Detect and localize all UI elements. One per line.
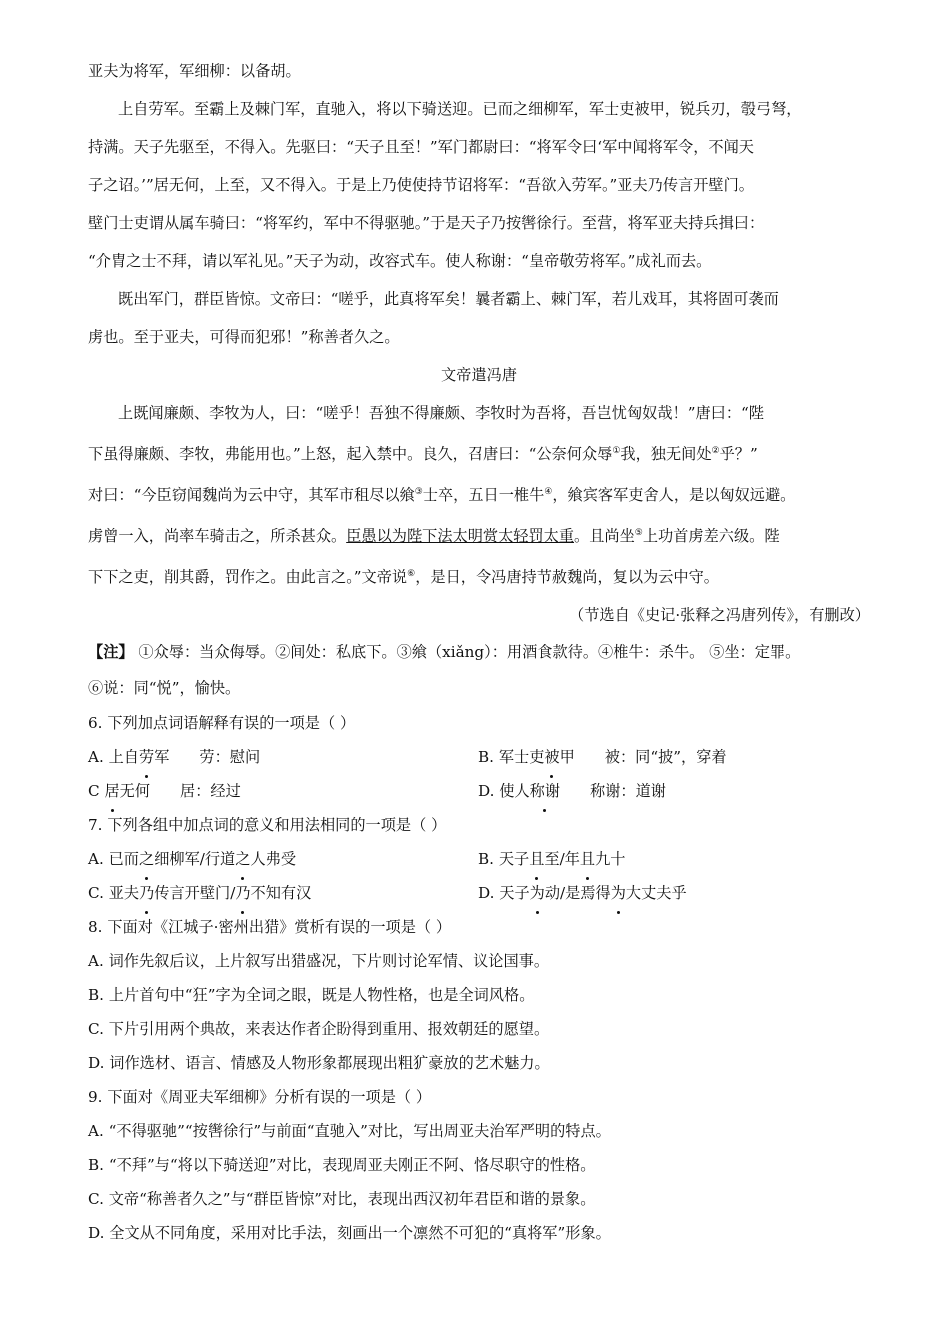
passage1-line-3: 持满。天子先驱至，不得入。先驱曰：“天子且至！”军门都尉曰：“将军令曰‘军中闻将军令，不闻天 bbox=[88, 138, 754, 156]
q7-option-d[interactable] bbox=[478, 876, 868, 910]
option-text: B. 天子 bbox=[478, 850, 530, 869]
option-text: 人弗受 bbox=[250, 850, 296, 869]
text-segment: 士卒，五日一椎牛 bbox=[422, 486, 545, 505]
option-explanation: 被：同“披”，穿着 bbox=[604, 748, 727, 767]
notes-line-2: ⑥说：同“悦”，愉快。 bbox=[88, 679, 241, 698]
question-9-stem: 9. 下面对《周亚夫军细柳》分析有误的一项是（ ） bbox=[88, 1088, 432, 1107]
dotted-word: 为 bbox=[611, 876, 626, 910]
q9-option-c[interactable]: C. 文帝“称善者久之”与“群臣皆惊”对比，表现出西汉初年君臣和谐的景象。 bbox=[88, 1190, 596, 1209]
passage2-line-2 bbox=[88, 432, 870, 473]
q6-option-a[interactable] bbox=[88, 740, 478, 774]
q7-option-a[interactable] bbox=[88, 842, 478, 876]
passage1-line-4: 子之诏。’”居无何，上至，又不得入。于是上乃使使持节诏将军：“吾欲入劳军。”亚夫乃传言开壁门。 bbox=[88, 176, 754, 194]
option-text: 传言开壁门/ bbox=[154, 884, 236, 903]
text-segment: 我，独无间处 bbox=[620, 445, 712, 464]
option-text: C bbox=[88, 782, 105, 801]
option-explanation: 劳：慰问 bbox=[199, 748, 261, 767]
text-segment: ，飨宾客军吏舍人，是以匈奴远避。 bbox=[552, 486, 796, 505]
footnote-marker: ① bbox=[612, 446, 621, 456]
q9-option-d[interactable]: D. 全文从不同角度，采用对比手法，刻画出一个凛然不可犯的“真将军”形象。 bbox=[88, 1224, 611, 1243]
dotted-word: 且 bbox=[529, 842, 544, 876]
passage1-line-8: 虏也。至于亚夫，可得而犯邪！”称善者久之。 bbox=[88, 328, 400, 346]
passage1-line-1: 亚夫为将军，军细柳：以备胡。 bbox=[88, 62, 301, 80]
dotted-word: 之 bbox=[235, 842, 250, 876]
footnote-marker: ⑥ bbox=[407, 569, 416, 580]
dotted-word: 为 bbox=[530, 876, 545, 910]
question-7-options-row-2 bbox=[88, 876, 870, 910]
passage1-line-5: 壁门士吏谓从属车骑曰：“将军约，军中不得驱驰。”于是天子乃按辔徐行。至营，将军亚夫持兵揖曰： bbox=[88, 214, 765, 232]
option-text: 无何 bbox=[119, 782, 151, 801]
question-7-stem: 7. 下列各组中加点词的意义和用法相同的一项是（ ） bbox=[88, 816, 447, 835]
dotted-word: 称谢 bbox=[530, 774, 560, 808]
q9-option-a[interactable]: A. “不得驱驰”“按辔徐行”与前面“直驰入”对比，写出周亚夫治军严明的特点。 bbox=[88, 1122, 611, 1141]
dotted-word: 被 bbox=[544, 740, 559, 774]
q8-option-c[interactable]: C. 下片引用两个典故，来表达作者企盼得到重用、报效朝廷的愿望。 bbox=[88, 1020, 550, 1039]
option-text: 军 bbox=[154, 748, 170, 767]
source-citation: （节选自《史记·张释之冯唐列传》，有删改） bbox=[569, 606, 870, 625]
notes-text: ①众辱：当众侮辱。②间处：私底下。③飨（xiǎng）：用酒食款待。④椎牛：杀牛。 ⑤坐：定罪。 bbox=[138, 643, 801, 662]
q6-option-c[interactable] bbox=[88, 774, 478, 808]
underlined-sentence: 臣愚以为陛下法太明赏太轻罚太重 bbox=[346, 527, 574, 546]
question-6-options-row-1 bbox=[88, 740, 870, 774]
passage1-line-6: “介胄之士不拜，请以军礼见。”天子为动，改容式车。使人称谢：“皇帝敬劳将军。”成礼而去。 bbox=[88, 252, 712, 270]
dotted-word: 乃 bbox=[139, 876, 154, 910]
passage2-line-1: 上既闻廉颇、李牧为人，曰：“嗟乎！吾独不得廉颇、李牧时为吾将，吾岂忧匈奴哉！”唐曰：“陛 bbox=[118, 404, 764, 422]
notes-label: 【注】 bbox=[88, 643, 134, 662]
footnote-marker: ③ bbox=[414, 487, 423, 498]
option-text: 细柳军/行道 bbox=[154, 850, 236, 869]
option-text: D. 天子 bbox=[478, 884, 530, 903]
text-segment: 虏曾一入，尚率车骑击之，所杀甚众。 bbox=[88, 527, 347, 546]
option-explanation: 称谢：道谢 bbox=[590, 782, 666, 801]
text-segment: 。且尚坐 bbox=[574, 527, 635, 546]
option-text: 大丈夫乎 bbox=[625, 884, 687, 903]
option-text: D. 使人 bbox=[478, 782, 530, 801]
passage1-line-2: 上自劳军。至霸上及棘门军，直驰入，将以下骑送迎。已而之细柳军，军士吏被甲，锐兵刃，彀弓弩， bbox=[118, 100, 802, 118]
question-6-options-row-2 bbox=[88, 774, 870, 808]
question-7-options-row-1 bbox=[88, 842, 870, 876]
passage2-line-3 bbox=[88, 473, 870, 514]
passage2-line-5 bbox=[88, 555, 870, 596]
q8-option-b[interactable]: B. 上片首句中“狂”字为全词之眼，既是人物性格，也是全词风格。 bbox=[88, 986, 535, 1005]
option-text: 甲 bbox=[559, 748, 575, 767]
option-text: 九十 bbox=[595, 850, 626, 869]
dotted-word: 居 bbox=[104, 774, 119, 808]
q7-option-b[interactable] bbox=[478, 842, 868, 876]
text-segment: 乎？” bbox=[719, 445, 758, 464]
footnote-marker: ④ bbox=[544, 487, 553, 498]
option-text: A. 已而 bbox=[88, 850, 139, 869]
dotted-word: 之 bbox=[139, 842, 154, 876]
dotted-word: 乃 bbox=[235, 876, 250, 910]
text-segment: 对曰：“今臣窃闻魏尚为云中守，其军市租尽以飨 bbox=[88, 486, 415, 505]
option-text: 不知有汉 bbox=[250, 884, 312, 903]
notes-line-1 bbox=[88, 634, 870, 670]
option-text: B. 军士吏 bbox=[478, 748, 545, 767]
q8-option-a[interactable]: A. 词作先叙后议，上片叙写出猎盛况，下片则讨论军情、议论国事。 bbox=[88, 952, 550, 971]
q9-option-b[interactable]: B. “不拜”与“将以下骑送迎”对比，表现周亚夫刚正不阿、恪尽职守的性格。 bbox=[88, 1156, 596, 1175]
text-segment: 下虽得廉颇、李牧，弗能用也。”上怒，起入禁中。良久，召唐曰：“公奈何众辱 bbox=[88, 445, 613, 464]
text-segment: ，是日，令冯唐持节赦魏尚，复以为云中守。 bbox=[415, 568, 719, 587]
q8-option-d[interactable]: D. 词作选材、语言、情感及人物形象都展现出粗犷豪放的艺术魅力。 bbox=[88, 1054, 550, 1073]
passage1-line-7: 既出军门，群臣皆惊。文帝曰：“嗟乎，此真将军矣！曩者霸上、棘门军，若儿戏耳，其将固可袭而 bbox=[118, 290, 779, 308]
text-segment: 下下之吏，削其爵，罚作之。由此言之。”文帝说 bbox=[88, 568, 408, 587]
dotted-word: 劳 bbox=[139, 740, 154, 774]
option-text: C. 亚夫 bbox=[88, 884, 140, 903]
question-8-stem: 8. 下面对《江城子·密州出猎》赏析有误的一项是（ ） bbox=[88, 918, 452, 937]
passage2-title: 文帝遣冯唐 bbox=[441, 366, 517, 384]
footnote-marker: ⑤ bbox=[634, 528, 643, 539]
footnote-marker: ② bbox=[711, 446, 720, 456]
q6-option-d[interactable] bbox=[478, 774, 868, 808]
exam-page bbox=[88, 62, 870, 1250]
dotted-word: 且 bbox=[580, 842, 595, 876]
q6-option-b[interactable] bbox=[478, 740, 868, 774]
text-segment: 上功首虏差六级。陛 bbox=[642, 527, 780, 546]
question-6-stem: 6. 下列加点词语解释有误的一项是（ ） bbox=[88, 714, 356, 733]
option-text: A. 上自 bbox=[88, 748, 139, 767]
q7-option-c[interactable] bbox=[88, 876, 478, 910]
option-text: 至/年 bbox=[544, 850, 580, 869]
option-text: 动/是焉得 bbox=[544, 884, 611, 903]
passage2-line-4 bbox=[88, 514, 870, 555]
option-explanation: 居：经过 bbox=[180, 782, 241, 801]
